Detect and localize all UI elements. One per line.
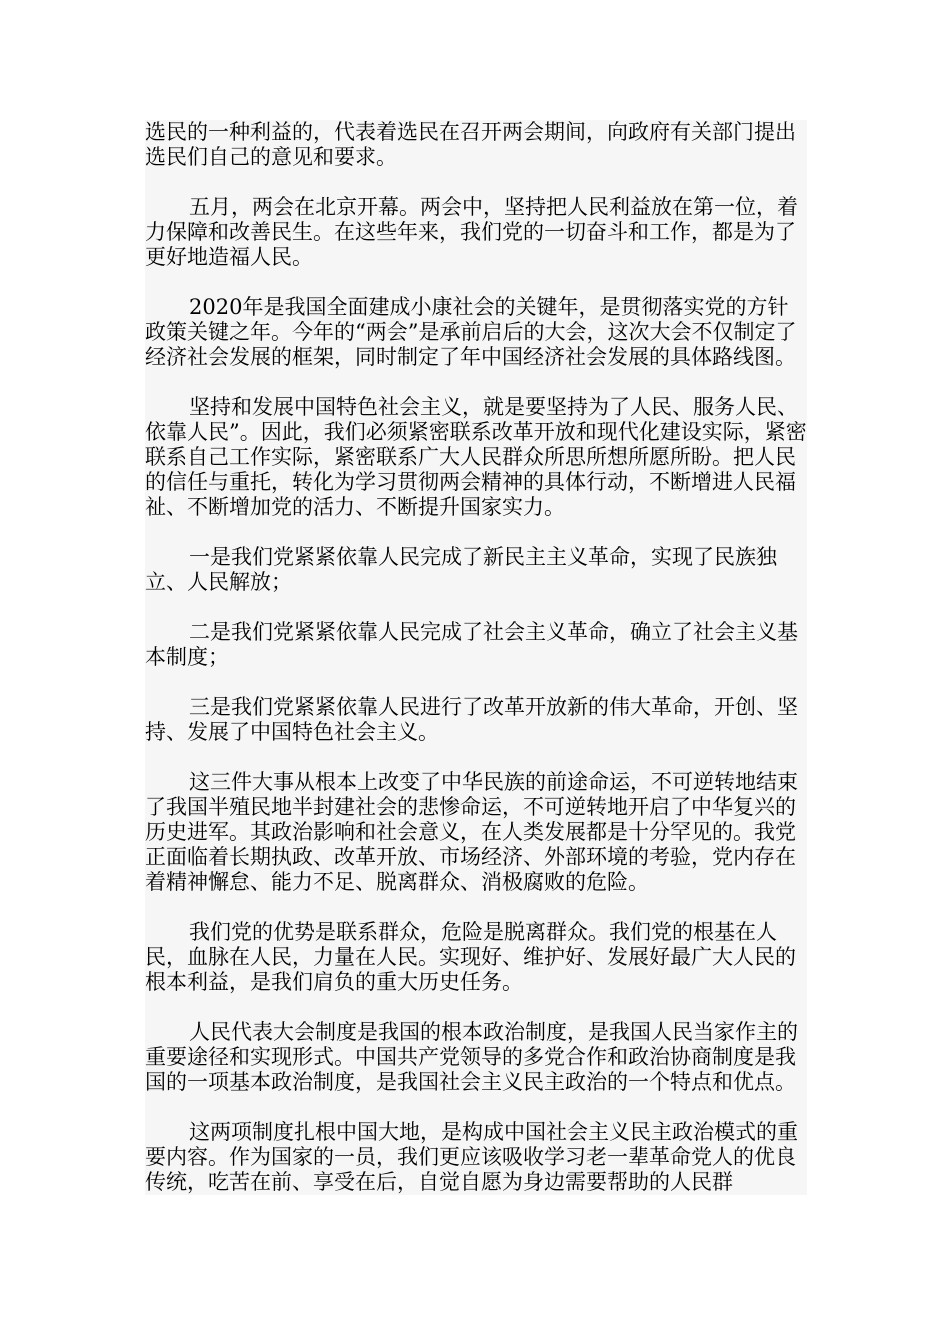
paragraph-text: 这两项制度扎根中国大地，是构成中国社会主义民主政治模式的重要内容。作为国家的一员，我们更应该吸收学习老一辈革命党人的优良传统，吃苦在前、享受在后，自觉自愿为身边需要帮助的人民群 [145, 1120, 798, 1194]
paragraph-text: 2020年是我国全面建成小康社会的关键年，是贯彻落实党的方针政策关键之年。今年的“两会”是承前启后的大会，这次大会不仅制定了经济社会发展的框架，同时制定了年中国经济社会发展的具体路线图。 [145, 295, 797, 369]
paragraph-11 [145, 1120, 807, 1195]
paragraph-1 [145, 120, 807, 170]
paragraph-text: 五月，两会在北京开幕。两会中，坚持把人民利益放在第一位，着力保障和改善民生。在这些年来，我们党的一切奋斗和工作，都是为了更好地造福人民。 [145, 195, 798, 269]
paragraph-text: 三是我们党紧紧依靠人民进行了改革开放新的伟大革命，开创、坚持、发展了中国特色社会主义。 [145, 695, 798, 744]
paragraph-text: 二是我们党紧紧依靠人民完成了社会主义革命，确立了社会主义基本制度； [145, 620, 798, 669]
paragraph-4 [145, 395, 807, 520]
paragraph-text: 这三件大事从根本上改变了中华民族的前途命运，不可逆转地结束了我国半殖民地半封建社会的悲惨命运，不可逆转地开启了中华复兴的历史进军。其政治影响和社会意义，在人类发展都是十分罕见的。我党正面临着长期执政、改革开放、市场经济、外部环境的考验，党内存在着精神懈怠、能力不足、脱离群众、消极腐败的危险。 [145, 770, 798, 894]
paragraph-2 [145, 195, 807, 270]
paragraph-9 [145, 920, 807, 995]
paragraph-6 [145, 620, 807, 670]
paragraph-text: 坚持和发展中国特色社会主义，就是要坚持为了人民、服务人民、依靠人民”。因此，我们必须紧密联系改革开放和现代化建设实际，紧密联系自己工作实际，紧密联系广大人民群众所思所想所愿所盼。把人民的信任与重托，转化为学习贯彻两会精神的具体行动，不断增进人民福祉、不断增加党的活力、不断提升国家实力。 [145, 395, 807, 519]
paragraph-3 [145, 295, 807, 370]
paragraph-text: 我们党的优势是联系群众，危险是脱离群众。我们党的根基在人民，血脉在人民，力量在人民。实现好、维护好、发展好最广大人民的根本利益，是我们肩负的重大历史任务。 [145, 920, 796, 994]
paragraph-5 [145, 545, 807, 595]
paragraph-8 [145, 770, 807, 895]
document-body [145, 120, 807, 1195]
paragraph-7 [145, 695, 807, 745]
paragraph-text: 一是我们党紧紧依靠人民完成了新民主主义革命，实现了民族独立、人民解放； [145, 545, 777, 594]
paragraph-text: 人民代表大会制度是我国的根本政治制度，是我国人民当家作主的重要途径和实现形式。中国共产党领导的多党合作和政治协商制度是我国的一项基本政治制度，是我国社会主义民主政治的一个特点和优点。 [145, 1020, 798, 1094]
paragraph-10 [145, 1020, 807, 1095]
paragraph-text: 选民的一种利益的，代表着选民在召开两会期间，向政府有关部门提出选民们自己的意见和要求。 [145, 120, 796, 169]
